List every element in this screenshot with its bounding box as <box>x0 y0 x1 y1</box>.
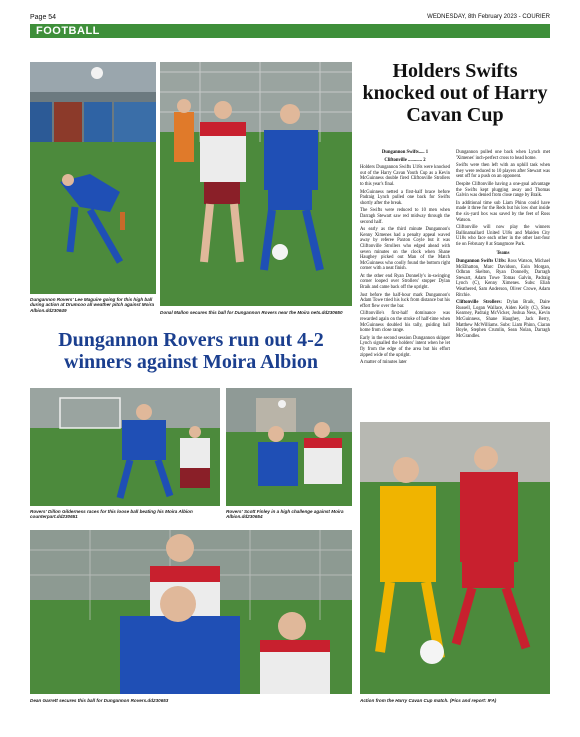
article1-para: The Swifts were reduced to 10 men when Darragh Stewart saw red midway through the second half. <box>360 208 450 225</box>
article1-para: McGuinness netted a first-half brace before Padraig Lynch pulled one back for Swifts shortly after the break. <box>360 189 450 206</box>
photo-scott-finley <box>226 388 352 506</box>
article1-para: At the other end Ryan Donnelly's in-swinging corner looped over Strollers' stopper Dylan Braik and came back off the upright. <box>360 273 450 291</box>
article1-column1 <box>360 150 450 368</box>
article1-para: In additional time sub Liam Phinn could have made it three for the Reds but his low shot inside the six-yard box was saved by the feet of Ross Watson. <box>456 200 550 223</box>
caption-photo1: Dungannon Rovers' Lee Maguire going for this high ball during action at Drumcoo all weather pitch against Moira Albion.dd230649 <box>30 297 155 313</box>
article1-para: Early in the second session Dungannon skipper Lynch signalled the holders' intent when he let fly from the edge of the area but his effort zipped wide of the upright. <box>360 335 450 358</box>
article1-column2 <box>456 150 550 341</box>
headline-holders-swifts: Holders Swifts knocked out of Harry Cavan Cup <box>362 60 548 126</box>
article1-para: Holders Dungannon Swifts U18s were knocked out of the Harry Cavan Youth Cup as a Kevin McGuinness double fired Cliftonville Strollers to this year's final. <box>360 165 450 187</box>
caption-photo6: Action from the Harry Cavan Cup match. (Pics and report: IFA) <box>360 698 497 703</box>
photo-dean-garrett <box>30 530 352 694</box>
score-line-2: Cliftonville ............ 2 <box>384 157 426 163</box>
article1-para: Despite Cliftonville having a one-goal advantage the Swifts kept plugging away and Thomas Galvin was denied from close range by Braik. <box>456 181 550 199</box>
team1-name: Dungannon Swifts U18s: <box>456 259 507 265</box>
section-title: FOOTBALL <box>36 25 100 37</box>
headline-dungannon-rovers: Dungannon Rovers run out 4-2 winners against Moira Albion <box>58 329 324 373</box>
article1-para: Dungannon pulled one back when Lynch met 'Ximenes' inch-perfect cross to head home. <box>456 150 550 161</box>
article1-para: Cliftonville's first-half dominance was rewarded again on the stroke of half-time when McGuinness doubled his tally, guiding ball home from close range. <box>360 311 450 334</box>
article1-para: Just before the half-hour mark Dungannon's Adam Towe tried his luck from distance but his effort flew over the bar. <box>360 292 450 309</box>
caption-photo3: Rovers' Dillon Gilderness races for this loose ball beating his Moira Albion counterpart.dd230651 <box>30 509 193 520</box>
dateline: WEDNESDAY, 8th February 2023 - COURIER <box>427 14 550 20</box>
section-band <box>30 24 550 38</box>
caption-photo4: Rovers' Scott Finley in a high challenge against Moira Albion.dd230654 <box>226 509 344 520</box>
article1-para: As early as the third minute Dungannon's Kenny Ximenes had a penalty appeal waved away by referee Paxton Coyle but it was Cliftonville Strollers who edged ahead with seven minutes on the clock when Shane Haughey picked out Man of the Match McGuinness who coolly found the bottom right corner with a neat finish. <box>360 227 450 272</box>
photo-harry-cavan-cup-action <box>360 422 550 694</box>
article1-para: Cliftonville will now play the winners Ballinamallard United U18s and Maiden City U18s who face each other in the other last-four tie on February 8 at Stangmore Park. <box>456 225 550 247</box>
team2-list: Dylan Braik, Daire Russell, Logan Wallace, Aiden Kelly (C), Shea Kearney, Padraig McVicker, Joshua Ness, Kevin McGuinness, Shane Haughey, Jack Berry, Matthew McWilliams. Subs: Liam Phinn, Ciaran Boyle, Stephen Crumlin, Sean Nolan, Darragh McGrandles. <box>456 300 551 339</box>
team2-name: Cliftonville Strollers: <box>456 300 502 306</box>
team1-list: Ross Watson, Michael McElhatton, Marc Davidson, Eoin Morgan, Odhran Skelton, Ryan Donnelly, Darragh Stewart, Adam Towe Tomas Galvin, Padraig Lynch (C), Kenny Ximenes. Subs: Eliah Weathered, Sam Anderson, Oliver Crowe, Adam Ritchie. <box>456 259 550 298</box>
article1-para: A matter of minutes later <box>360 360 407 366</box>
page-number: Page 54 <box>30 14 57 21</box>
team1-lineup <box>456 259 550 298</box>
article1-para: Swifts were then left with an uphill task when they were reduced to 10 players after Stewart was sent off for a push on an opponent. <box>456 163 550 180</box>
score-line-1: Dungannon Swifts..... 1 <box>381 150 429 155</box>
teams-heading: Teams <box>496 250 510 256</box>
photo-donal-mallon <box>160 62 352 306</box>
caption-photo2: Donal Mallon secures this ball for Dungannon Rovers near the Moira nets.dd230650 <box>160 310 343 315</box>
photo-lee-maguire <box>30 62 156 294</box>
team2-lineup <box>456 300 550 339</box>
photo-dillon-gilderness <box>30 388 220 506</box>
caption-photo5: Dean Garrett secures this ball for Dungannon Rovers.dd230653 <box>30 698 169 703</box>
